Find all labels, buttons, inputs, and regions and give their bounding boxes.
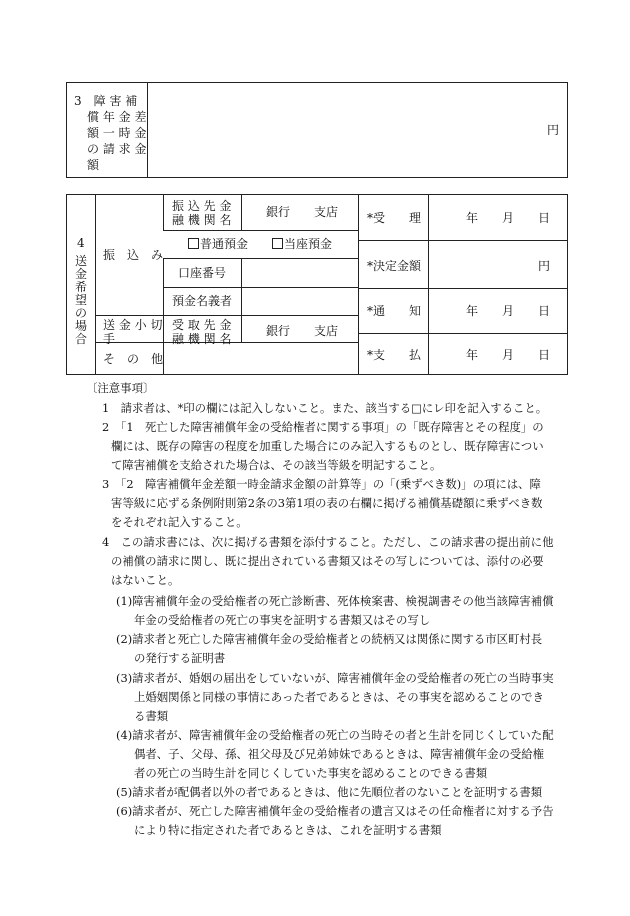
receipt-date[interactable]: 年 月 日	[466, 211, 551, 225]
grid-line	[163, 287, 358, 288]
account-name-field[interactable]	[243, 289, 356, 314]
transfer-label-line: 手	[103, 332, 116, 346]
section3-label-line: 額	[87, 158, 100, 172]
grid-line	[358, 288, 568, 289]
note-line: により特に指定された者であるときは、これを証明する書類	[134, 823, 442, 837]
receipt-label: *受 理	[367, 211, 422, 225]
section3-label-line: の 請 求 金	[87, 142, 147, 156]
notice-label: *通 知	[367, 304, 422, 318]
deposit-current-option[interactable]	[272, 237, 332, 251]
grid-line	[163, 194, 164, 230]
grid-line	[428, 194, 429, 375]
note-line: の補償の請求に関し、既に提出されている書類又はその写しについては、添付の必要	[111, 554, 544, 568]
deposit-ordinary-label: 普通預金	[200, 237, 249, 251]
account-number-field[interactable]	[243, 260, 356, 286]
grid-line	[95, 315, 358, 316]
note-line: 4 この請求書には、次に掲げる書類を添付すること。ただし、この請求書の提出前に他	[102, 535, 554, 549]
section3-label-line: 償 年 金 差	[87, 110, 147, 124]
other-field[interactable]	[165, 344, 356, 374]
note-line: (5)請求者が配偶者以外の者であるときは、他に先順位者のないことを証明する書類	[116, 785, 543, 799]
section3-label-line: 3 障 害 補	[74, 94, 138, 108]
bank-label-line: 振 込 先 金	[172, 199, 232, 213]
note-line: (2)請求者と死亡した障害補償年金の受給権者との続柄又は関係に関する市区町村長	[116, 632, 543, 646]
grid-line	[358, 194, 359, 375]
note-line: る書類	[134, 709, 169, 723]
payment-date[interactable]: 年 月 日	[466, 348, 551, 362]
receive-bank-value[interactable]: 銀行 支店	[266, 324, 339, 338]
bank-value[interactable]: 銀行 支店	[266, 205, 339, 219]
receive-bank-label-line: 受 取 先 金	[172, 318, 232, 332]
notes-heading: 〔注意事項〕	[86, 381, 155, 395]
note-line: (6)請求者が、死亡した障害補償年金の受給権者の遺言又はその任命権者に対する予告	[116, 804, 554, 818]
grid-line	[163, 258, 358, 259]
section4-title: 送金希望の場合	[74, 254, 87, 346]
note-line: はないこと。	[111, 573, 180, 587]
decided-amount-unit: 円	[538, 259, 551, 273]
grid-line	[241, 194, 242, 230]
furikomi-label: 振 込 み	[103, 248, 164, 262]
transfer-label-line: 送 金 小 切	[103, 318, 163, 332]
grid-line	[358, 333, 568, 334]
section3-amount-unit: 円	[547, 123, 560, 137]
note-line: 1 請求者は、*印の欄には記入しないこと。また、該当する□にレ印を記入すること。	[102, 401, 548, 415]
note-line: (1)障害補償年金の受給権者の死亡診断書、死体検案書、検視調書その他当該障害補償	[116, 594, 554, 608]
note-line: 年金の受給権者の死亡の事実を証明する書類又はその写し	[134, 613, 431, 627]
grid-line	[163, 258, 164, 375]
decided-amount-label: *決定金額	[367, 259, 422, 273]
note-line: 者の死亡の当時生計を同じくしていた事実を認めることのできる書類	[134, 766, 488, 780]
other-label: そ の 他	[103, 352, 164, 366]
note-line: の発行する証明書	[134, 651, 226, 665]
receive-bank-label-line: 融 機 関 名	[172, 332, 232, 346]
section3-divider	[147, 82, 148, 178]
deposit-current-checkbox[interactable]	[272, 238, 283, 249]
deposit-ordinary-checkbox[interactable]	[188, 238, 199, 249]
section4-number: 4	[77, 236, 85, 250]
payment-label: *支 払	[367, 348, 422, 362]
note-line: 害等級に応ずる条例附則第2条の3第1項の表の右欄に掲げる補償基礎額に乗ずべき数	[111, 496, 543, 510]
note-line: 上婚姻関係と同様の事情にあった者であるときは、その事実を認めることのでき	[134, 690, 544, 704]
grid-line	[163, 230, 358, 231]
note-line: 欄には、既存の障害の程度を加重した場合にのみ記入するものとし、既存障害につい	[111, 439, 544, 453]
bank-label-line: 融 機 関 名	[172, 213, 232, 227]
note-line: 2 「1 死亡した障害補償年金の受給権者に関する事項」の「既存障害とその程度」の	[102, 420, 544, 434]
note-line: (3)請求者が、婚姻の届出をしていないが、障害補償年金の受給権者の死亡の当時事実	[116, 671, 554, 685]
note-line: をそれぞれ記入すること。	[111, 515, 248, 529]
section3-label-line: 額 一 時 金	[87, 126, 147, 140]
deposit-current-label: 当座預金	[284, 237, 333, 251]
note-line: 偶者、子、父母、孫、祖父母及び兄弟姉妹であるときは、障害補償年金の受給権	[134, 747, 545, 761]
grid-line	[358, 240, 568, 241]
account-number-label: 口座番号	[178, 266, 227, 280]
note-line: て障害補償を支給された場合は、その該当等級を明記すること。	[111, 458, 442, 472]
account-name-label: 預金名義者	[172, 294, 233, 308]
deposit-ordinary-option[interactable]	[188, 237, 248, 251]
note-line: 3 「2 障害補償年金差額一時金請求金額の計算等」の「(乗ずべき数)」の項には、障	[102, 477, 541, 491]
section3-amount-field[interactable]	[149, 84, 539, 176]
grid-line	[95, 194, 96, 375]
notice-date[interactable]: 年 月 日	[466, 304, 551, 318]
grid-line	[241, 258, 242, 342]
note-line: (4)請求者が、障害補償年金の受給権者の死亡の当時その者と生計を同じくしていた配	[116, 728, 554, 742]
